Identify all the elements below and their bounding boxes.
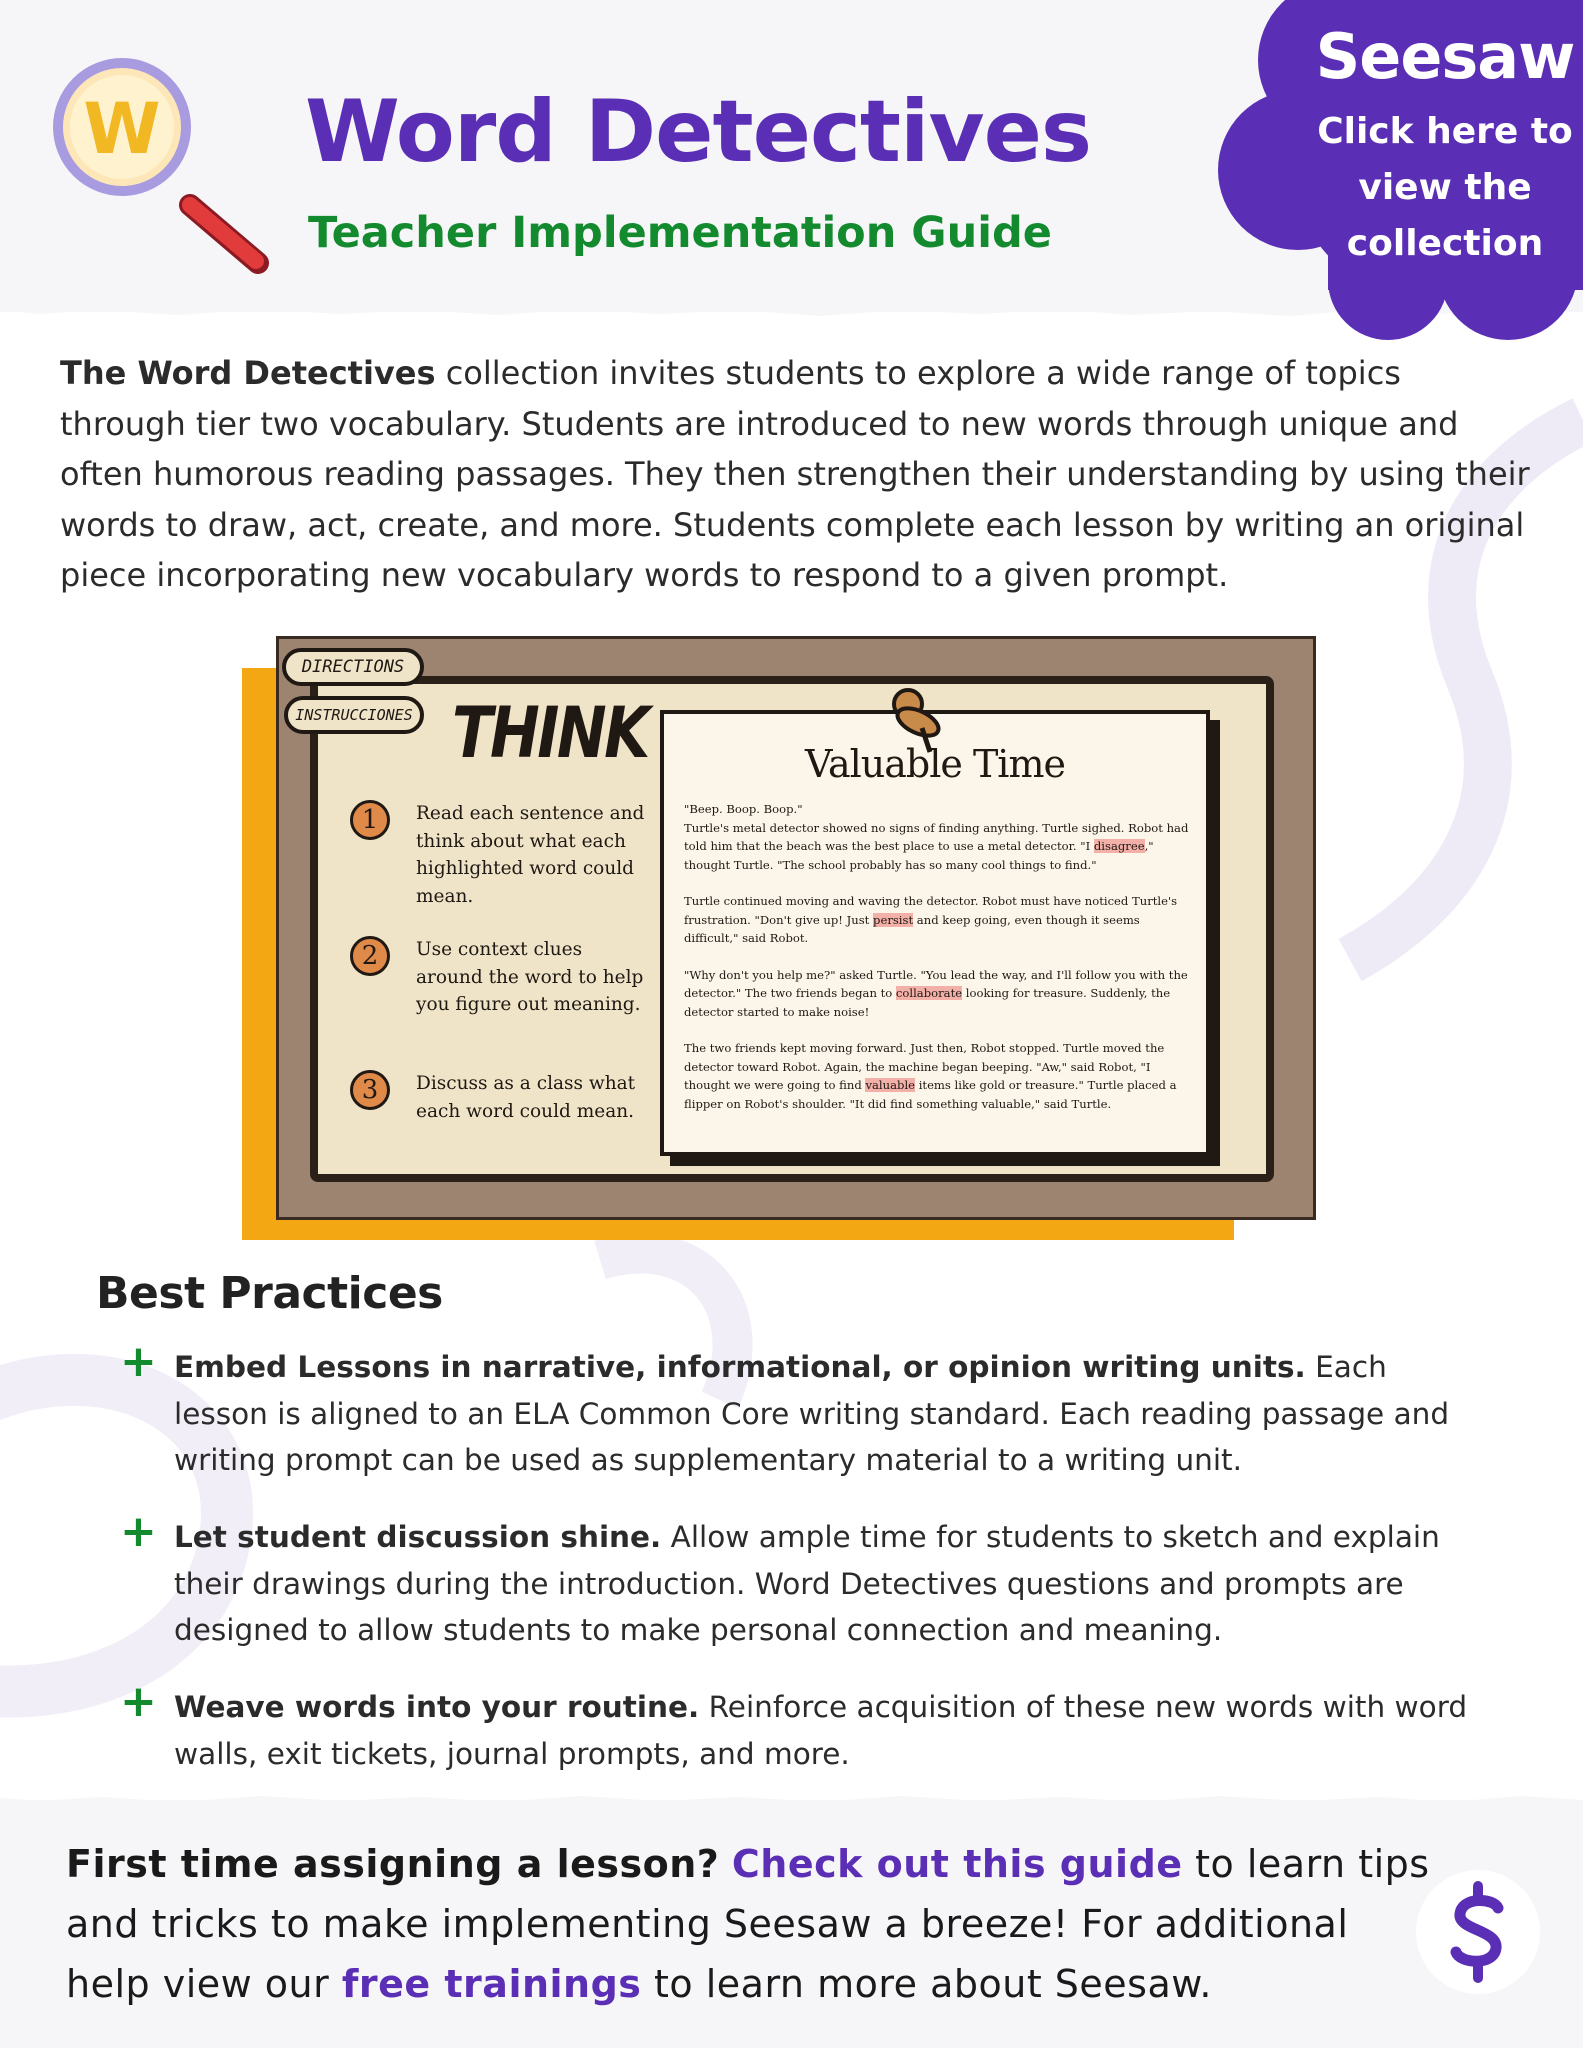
plus-icon: + bbox=[120, 1676, 157, 1727]
passage-text: The two friends kept moving forward. Just then, Robot stopped. Turtle moved the detector toward Robot. Again, the machine began beeping. "Aw," said Robot, "I thought we were going to find bbox=[684, 1041, 1165, 1092]
practice-body: Allow ample time for students to sketch and explain their drawings during the introduction. Word Detectives questions and prompts are designed to allow students to make personal connection and meaning. bbox=[174, 1520, 1440, 1647]
step-number: 3 bbox=[350, 1070, 390, 1110]
intro-text: collection invites students to explore a wide range of topics through tier two vocabulary. Students are introduced to new words through unique and often humorous reading passages. They then strengthen their understanding by using their words to draw, act, create, and more. Students complete each lesson by writing an original piece incorporating new vocabulary words to respond to a given prompt. bbox=[60, 354, 1530, 594]
intro-paragraph bbox=[60, 348, 1530, 601]
footer-question: First time assigning a lesson? bbox=[66, 1842, 720, 1886]
practice-lead: Embed Lessons in narrative, informational, or opinion writing units. bbox=[174, 1350, 1306, 1384]
passage-text: ," thought Turtle. "The school probably has so many cool things to find." bbox=[684, 839, 1154, 872]
best-practices-heading: Best Practices bbox=[96, 1268, 443, 1319]
passage-body bbox=[684, 800, 1194, 1131]
passage-text: Turtle's metal detector showed no signs of finding anything. Turtle sighed. Robot had told him that the beach was the best place to use a metal detector. "I bbox=[684, 820, 1189, 853]
highlighted-word: disagree bbox=[1093, 839, 1145, 853]
passage-text: looking for treasure. Suddenly, the detector started to make noise! bbox=[684, 986, 1171, 1019]
step-number: 2 bbox=[350, 936, 390, 976]
practice-lead: Let student discussion shine. bbox=[174, 1520, 662, 1554]
instrucciones-tab: INSTRUCCIONES bbox=[284, 696, 424, 734]
highlighted-word: valuable bbox=[865, 1078, 916, 1092]
passage-paragraph bbox=[684, 800, 1194, 874]
intro-bold-lead: The Word Detectives bbox=[60, 354, 436, 392]
practice-body: Reinforce acquisition of these new words with word walls, exit tickets, journal prompts, and more. bbox=[174, 1690, 1468, 1771]
footer-callout bbox=[66, 1834, 1436, 2014]
passage-paragraph bbox=[684, 892, 1194, 948]
step-text: Use context clues around the word to help you figure out meaning. bbox=[416, 939, 644, 1015]
page-subtitle: Teacher Implementation Guide bbox=[308, 208, 1052, 258]
passage-title: Valuable Time bbox=[805, 742, 1065, 786]
highlighted-word: collaborate bbox=[895, 986, 963, 1000]
footer-text: to learn more about Seesaw. bbox=[641, 1962, 1212, 2006]
step-text: Discuss as a class what each word could mean. bbox=[416, 1073, 636, 1122]
think-heading: THINK bbox=[452, 692, 648, 774]
page-title: Word Detectives bbox=[305, 82, 1092, 182]
step-text: Read each sentence and think about what each highlighted word could mean. bbox=[416, 803, 645, 907]
passage-text: Turtle continued moving and waving the detector. Robot must have noticed Turtle's frustration. "Don't give up! Just bbox=[684, 894, 1178, 927]
free-trainings-link[interactable]: free trainings bbox=[341, 1962, 642, 2006]
footer-text: to learn tips and tricks to make implementing Seesaw a breeze! For additional help view our bbox=[66, 1842, 1430, 2006]
check-guide-link[interactable]: Check out this guide bbox=[731, 1842, 1183, 1886]
passage-text: items like gold or treasure." Turtle placed a flipper on Robot's shoulder. "It did find something valuable," said Turtle. bbox=[684, 1078, 1177, 1111]
step-number: 1 bbox=[350, 800, 390, 840]
logo-letter: W bbox=[83, 88, 161, 170]
seesaw-wordmark[interactable]: Seesaw bbox=[1315, 20, 1575, 93]
directions-tab: DIRECTIONS bbox=[282, 648, 424, 686]
practice-body: Each lesson is aligned to an ELA Common Core writing standard. Each reading passage and writing prompt can be used as supplementary material to a writing unit. bbox=[174, 1350, 1450, 1477]
passage-paragraph bbox=[684, 1039, 1194, 1113]
practice-lead: Weave words into your routine. bbox=[174, 1690, 700, 1724]
view-collection-link[interactable] bbox=[1300, 104, 1583, 272]
cta-line: collection bbox=[1346, 223, 1544, 264]
plus-icon: + bbox=[120, 1336, 157, 1387]
seesaw-s-logo-icon bbox=[1414, 1868, 1542, 1996]
cta-line: view the bbox=[1358, 167, 1532, 208]
cta-line: Click here to bbox=[1317, 111, 1573, 152]
highlighted-word: persist bbox=[873, 912, 914, 927]
passage-paragraph bbox=[684, 966, 1194, 1022]
practice-text bbox=[174, 1514, 1474, 1654]
torn-edge-footer bbox=[0, 1788, 1583, 1812]
passage-text: and keep going, even though it seems difficult," said Robot. bbox=[684, 912, 1140, 945]
magnifying-glass-w-icon bbox=[50, 55, 275, 275]
practice-text bbox=[174, 1344, 1474, 1484]
passage-text: "Beep. Boop. Boop." bbox=[684, 802, 803, 816]
plus-icon: + bbox=[120, 1506, 157, 1557]
practice-text bbox=[174, 1684, 1474, 1777]
passage-text: "Why don't you help me?" asked Turtle. "You lead the way, and I'll follow you with the detector." The two friends began to bbox=[684, 967, 1188, 1000]
